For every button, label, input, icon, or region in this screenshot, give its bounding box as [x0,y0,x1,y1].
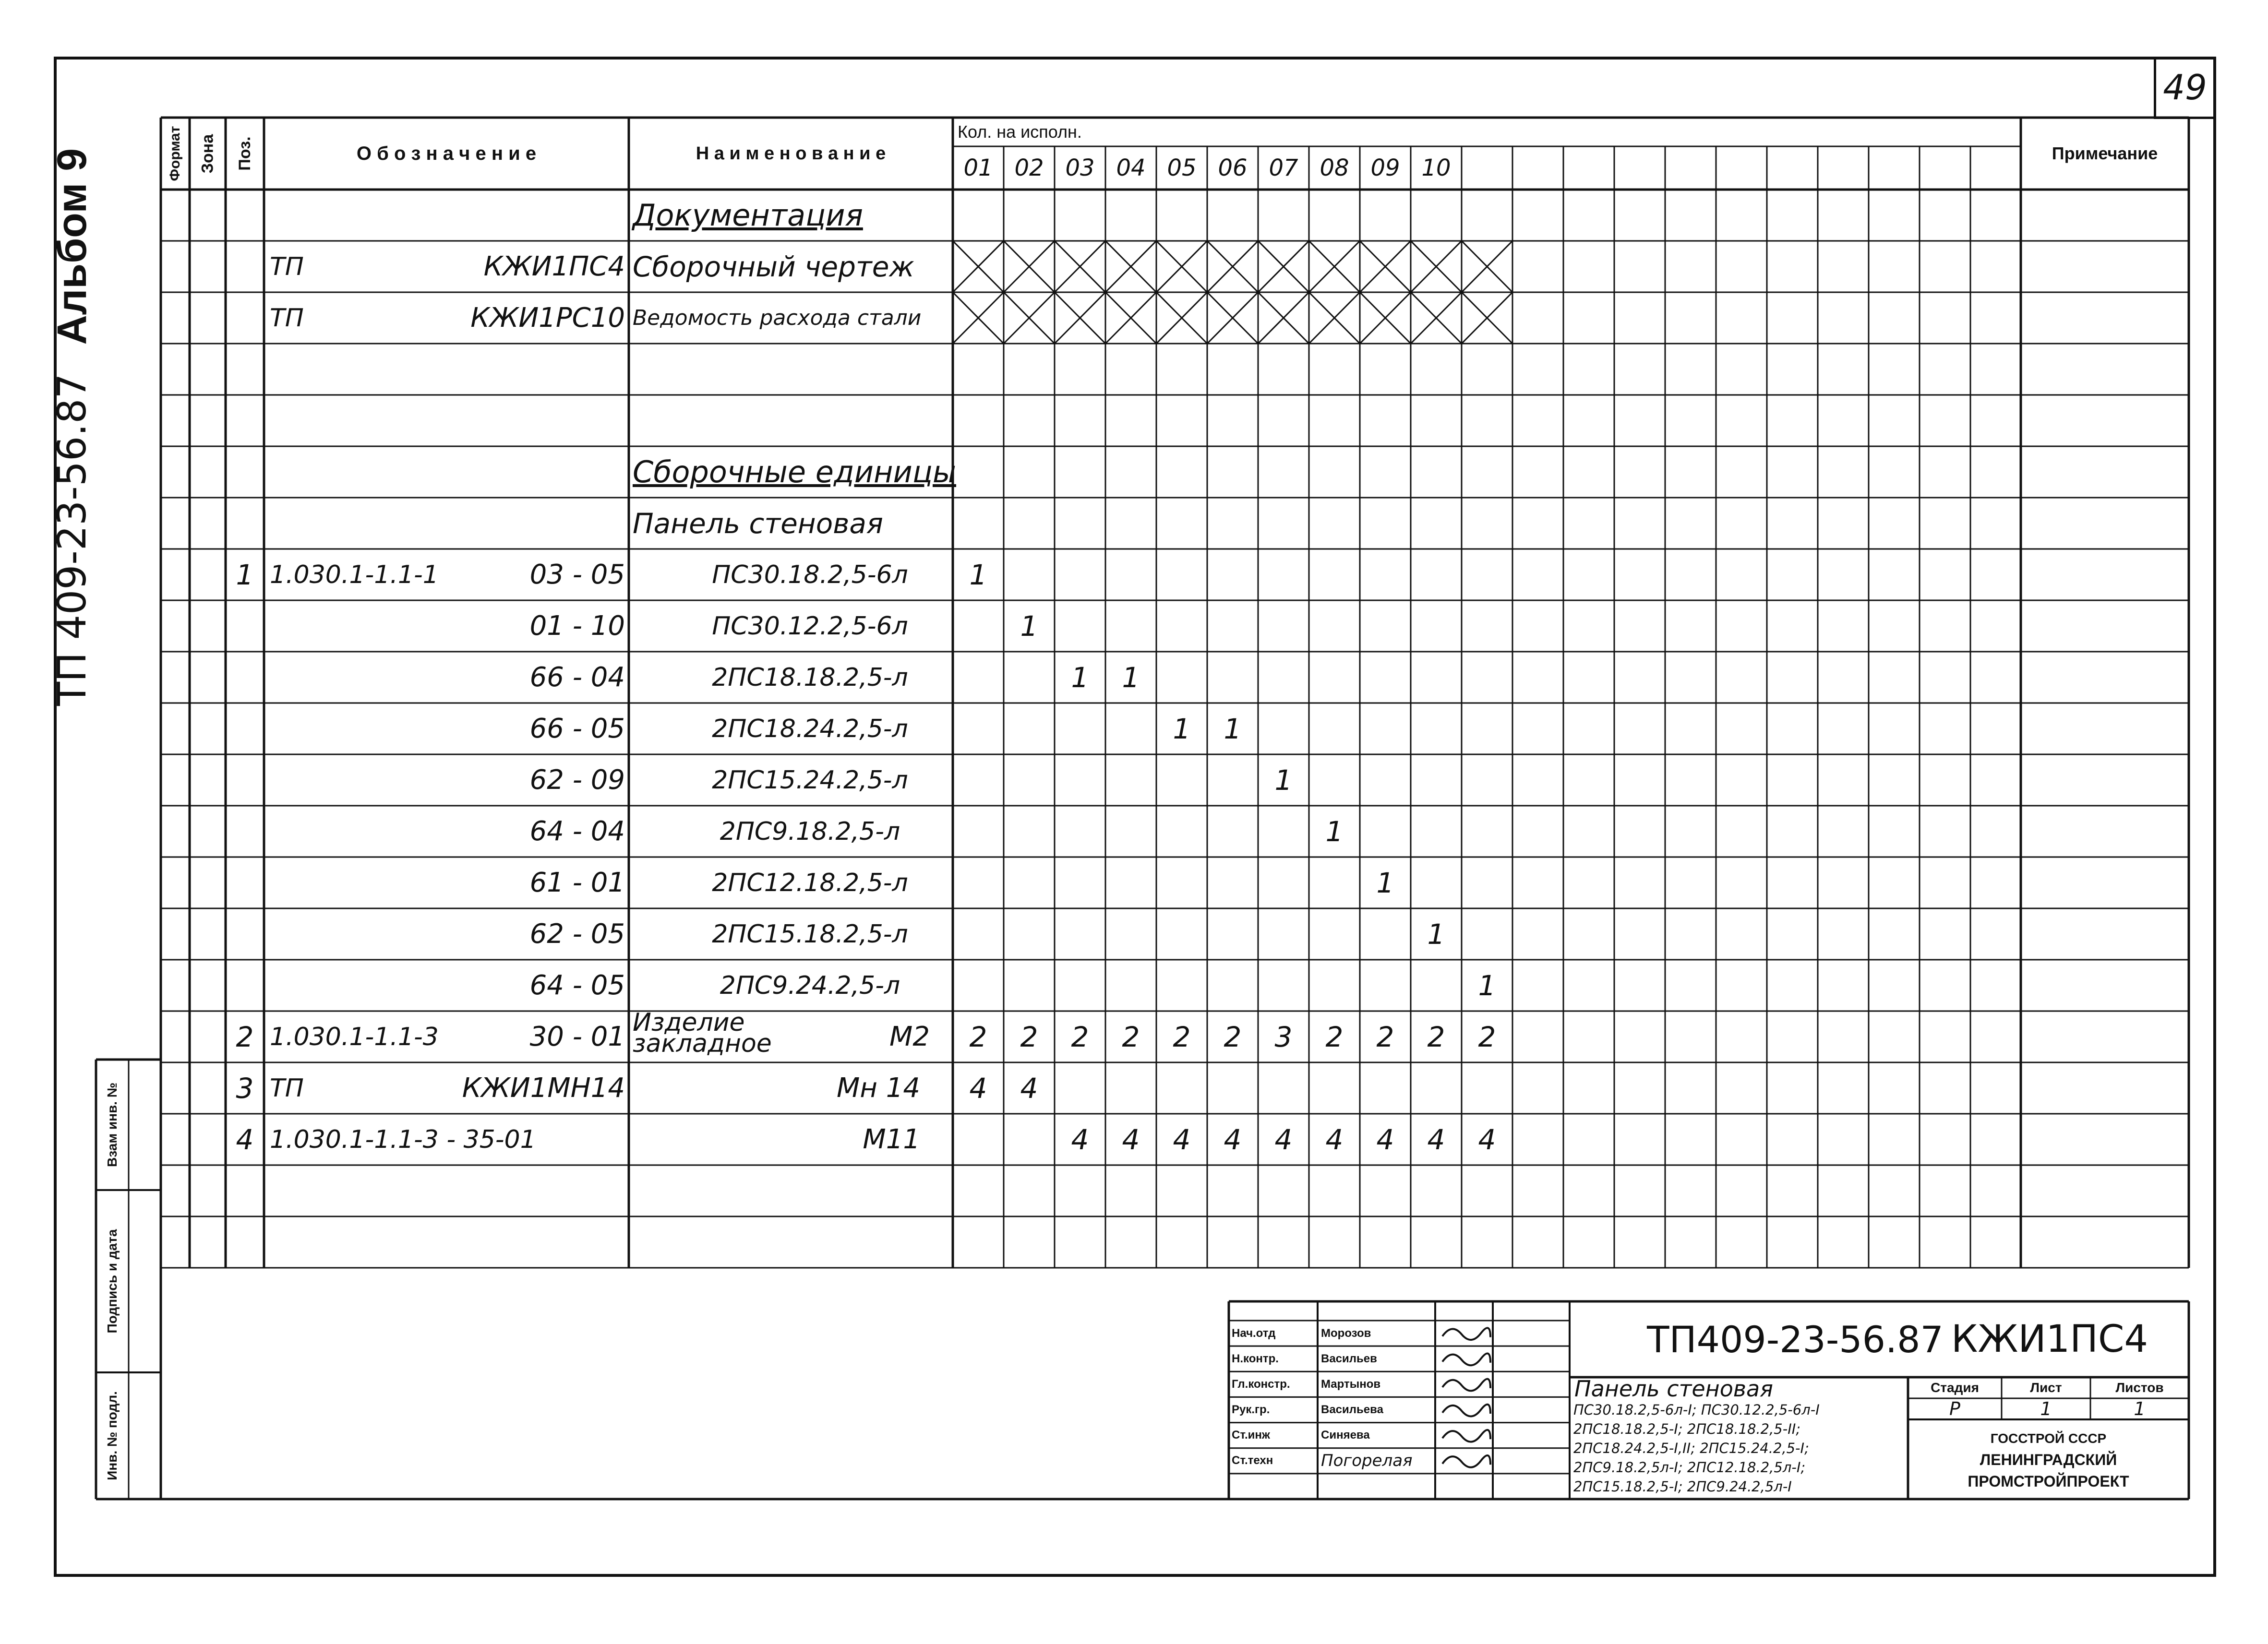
row-name: Панель стеновая [633,507,883,540]
row-designation-right: 62 - 05 [529,918,625,950]
row-qty: 1 [1274,763,1293,797]
variant-01: 01 [963,155,993,181]
row-qty: 1 [1427,917,1445,951]
row-qty: 1 [1224,712,1242,745]
variant-03: 03 [1065,155,1095,181]
tb-title-line: 2ПС9.18.2,5л-I; 2ПС12.18.2,5л-I; [1573,1459,1806,1476]
row-qty: 1 [1376,866,1394,899]
row-qty: 1 [1071,661,1089,694]
row-pos: 1 [236,558,254,591]
header-pos-cell [226,118,264,190]
tb-sheet: 1 [2040,1398,2052,1419]
row-name: 2ПС15.18.2,5-л [712,919,908,949]
header-pos: Поз. [235,136,254,171]
stamp-cell-0: Взам инв. № [105,1083,120,1167]
row-qty: 4 [1020,1072,1038,1105]
tb-sheet-label: Лист [2030,1380,2062,1395]
tb-name: Васильева [1321,1403,1383,1416]
variant-10: 10 [1421,155,1451,181]
row-designation-right: 64 - 04 [529,816,625,847]
row-name: 2ПС12.18.2,5-л [712,868,908,897]
header-zone-cell [190,118,226,190]
tb-name: Мартынов [1321,1377,1381,1391]
row-name: ПС30.12.2,5-6л [712,611,908,641]
row-qty-extra: 4 [1478,1123,1496,1156]
row-name: М11 [863,1124,920,1155]
signature-mark [1442,1379,1490,1391]
variant-02: 02 [1014,155,1044,181]
tb-title-line: 2ПС15.18.2,5-I; 2ПС9.24.2,5л-I [1573,1478,1792,1495]
row-designation-left: ТП [270,303,304,333]
stamp-cell-2-cell [96,1372,129,1499]
tb-org-1: ГОССТРОЙ СССР [1990,1430,2107,1446]
row-qty: 2 [1224,1020,1242,1053]
row-qty-extra: 1 [1478,969,1496,1002]
tb-title-line: ПС30.18.2,5-6л-I; ПС30.12.2,5-6л-I [1573,1402,1820,1418]
row-qty: 2 [1427,1020,1445,1053]
tb-name: Морозов [1321,1326,1371,1340]
row-designation-right: 01 - 10 [529,610,625,642]
row-designation-left: ТП [270,252,304,281]
row-designation-right: 62 - 09 [529,764,625,796]
header-format: Формат [167,126,183,181]
tb-role: Рук.гр. [1232,1403,1270,1416]
header-qty: Кол. на исполн. [958,122,1082,142]
row-designation-right: КЖИ1ПС4 [483,251,625,282]
row-qty: 1 [1122,661,1140,694]
row-name: Изделие закладное [633,1008,772,1058]
tb-title-main: Панель стеновая [1574,1376,1773,1402]
row-name: ПС30.18.2,5-6л [712,560,908,589]
stamp-cell-0-cell [96,1060,129,1190]
row-designation-right: КЖИ1РС10 [470,302,625,334]
row-qty: 1 [969,558,987,591]
row-qty: 4 [1224,1123,1242,1156]
row-qty: 2 [1325,1020,1344,1053]
stamp-cell-2: Инв. № подл. [105,1391,120,1480]
row-pos: 3 [236,1072,254,1105]
variant-06: 06 [1218,155,1248,181]
row-qty: 1 [1020,609,1038,643]
row-designation-left: 1.030.1-1.1-3 [270,1022,439,1051]
row-qty: 2 [1173,1020,1191,1053]
row-qty: 2 [1122,1020,1140,1053]
tb-doc-mark: КЖИ1ПС4 [1951,1318,2148,1361]
header-format-cell [161,118,190,190]
signature-mark [1442,1430,1490,1442]
signature-mark [1442,1405,1490,1417]
row-qty: 2 [1020,1020,1038,1053]
row-qty: 4 [1376,1123,1394,1156]
row-qty: 2 [969,1020,987,1053]
header-name: Н а и м е н о в а н и е [696,143,886,164]
row-designation-left: 1.030.1-1.1-1 [270,560,439,589]
tb-role: Гл.констр. [1232,1377,1290,1391]
stamp-cell-1-cell [96,1190,129,1372]
row-qty: 4 [1122,1123,1140,1156]
row-section-title: Документация [633,198,863,233]
tb-doc-code: ТП409-23-56.87 [1647,1318,1944,1361]
row-qty: 3 [1274,1020,1293,1053]
row-qty: 4 [1173,1123,1191,1156]
row-name: 2ПС18.18.2,5-л [712,663,908,692]
tb-role: Ст.инж [1232,1429,1270,1442]
tb-stage: Р [1949,1398,1960,1419]
row-designation-right: 66 - 04 [529,662,625,693]
row-name: 2ПС15.24.2,5-л [712,765,908,795]
row-name: Ведомость расхода стали [633,306,922,330]
signature-mark [1442,1455,1490,1467]
row-designation-right: 66 - 05 [529,713,625,744]
row-qty: 2 [1071,1020,1089,1053]
tb-role: Нач.отд [1232,1326,1276,1340]
variant-08: 08 [1320,155,1349,181]
row-name: Сборочный чертеж [633,250,914,283]
row-designation-right: 30 - 01 [529,1021,625,1052]
tb-role: Н.контр. [1232,1352,1279,1365]
header-note: Примечание [2052,143,2158,163]
row-qty: 4 [1071,1123,1089,1156]
variant-05: 05 [1167,155,1197,181]
row-qty: 4 [1274,1123,1293,1156]
row-name-suffix: М2 [889,1021,930,1052]
tb-role: Ст.техн [1232,1454,1273,1467]
row-name: 2ПС9.24.2,5-л [720,971,900,1000]
row-name: Мн 14 [837,1072,920,1104]
header-designation: О б о з н а ч е н и е [356,143,537,164]
variant-07: 07 [1269,155,1298,181]
row-name: 2ПС9.18.2,5-л [720,817,900,846]
row-designation-right: 61 - 01 [529,867,625,898]
sheet-number: 49 [2163,67,2207,107]
row-qty-extra: 2 [1478,1020,1496,1053]
side-code: ТП 409-23-56.87 [49,373,95,706]
row-qty: 4 [1427,1123,1445,1156]
row-designation-right: 03 - 05 [529,559,625,590]
row-designation-left: ТП [270,1073,304,1103]
tb-org-2: ЛЕНИНГРАДСКИЙ [1980,1451,2117,1468]
variant-04: 04 [1116,155,1146,181]
signature-mark [1442,1328,1490,1340]
tb-name: Васильев [1321,1352,1377,1365]
row-section-title: Сборочные единицы [633,454,957,489]
tb-title-line: 2ПС18.18.2,5-I; 2ПС18.18.2,5-II; [1573,1421,1801,1437]
tb-stage-label: Стадия [1931,1380,1979,1395]
row-designation-right: КЖИ1МН14 [462,1072,625,1104]
stamp-cell-1: Подпись и дата [105,1229,120,1334]
row-designation-left: 1.030.1-1.1-3 - 35-01 [270,1125,536,1154]
tb-sheets-label: Листов [2115,1380,2164,1395]
side-album: Альбом 9 [48,148,95,345]
tb-org-3: ПРОМСТРОЙПРОЕКТ [1968,1473,2129,1490]
tb-name: Синяева [1321,1429,1370,1442]
row-name: 2ПС18.24.2,5-л [712,714,908,743]
tb-sheets: 1 [2134,1398,2146,1419]
row-qty: 2 [1376,1020,1394,1053]
signature-mark [1442,1353,1490,1365]
tb-name: Погорелая [1321,1451,1413,1471]
row-qty: 4 [969,1072,987,1105]
tb-title-line: 2ПС18.24.2,5-I,II; 2ПС15.24.2,5-I; [1573,1440,1809,1456]
row-qty: 1 [1173,712,1191,745]
header-zone: Зона [198,134,216,173]
row-qty: 4 [1325,1123,1344,1156]
row-pos: 4 [236,1123,254,1156]
row-pos: 2 [236,1020,254,1053]
row-qty: 1 [1325,815,1344,848]
row-designation-right: 64 - 05 [529,970,625,1001]
variant-09: 09 [1370,155,1400,181]
